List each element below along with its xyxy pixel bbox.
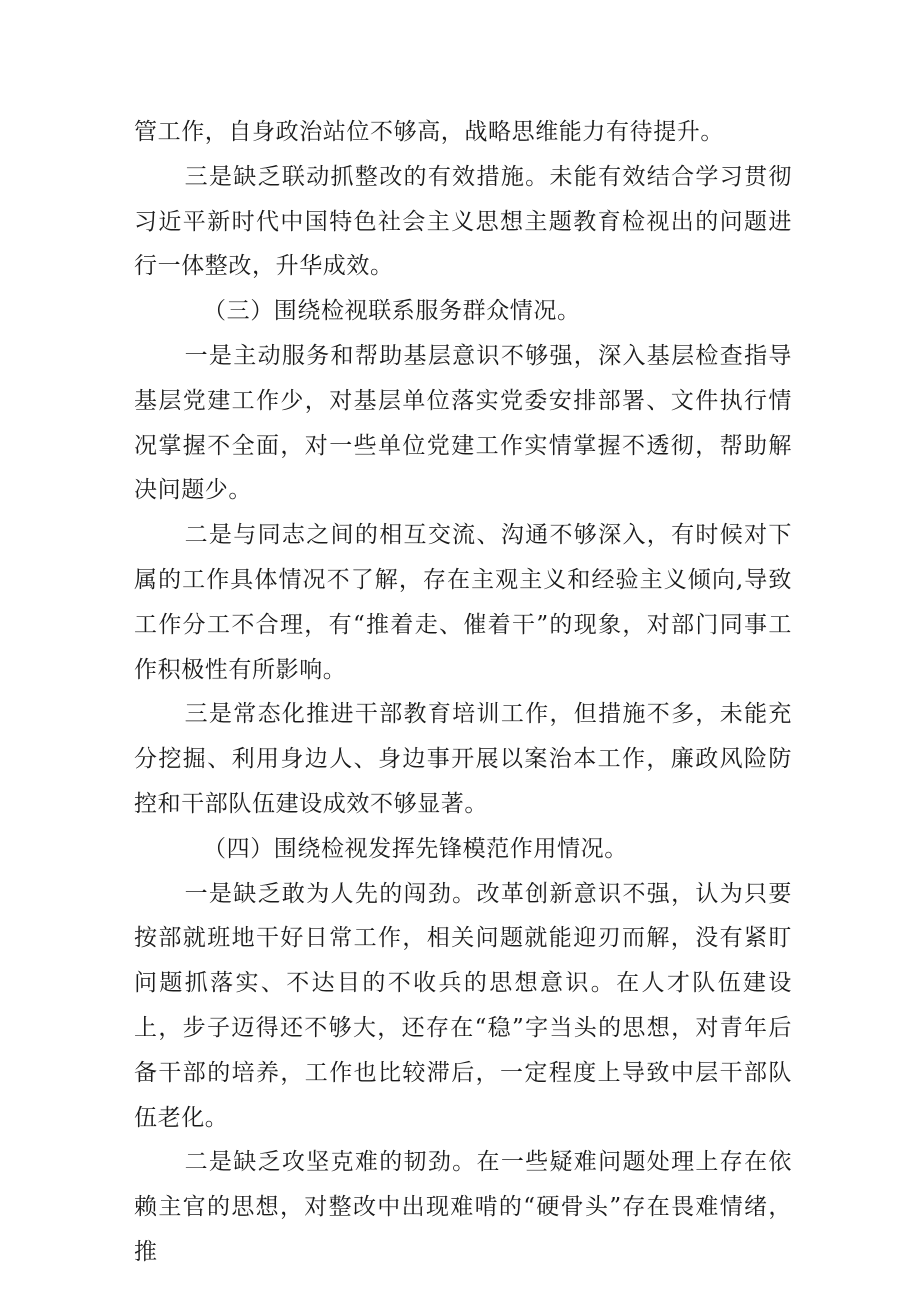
section-heading: （三）围绕检视联系服务群众情况。 — [203, 298, 581, 325]
paragraph-body: 三是缺乏联动抓整改的有效措施。未能有效结合学习贯彻习近平新时代中国特色社会主义思想主题教育检视出的问题进行一体整改，升华成效。 — [134, 163, 792, 280]
paragraph-body: 一是主动服务和帮助基层意识不够强，深入基层检查指导基层党建工作少，对基层单位落实党委安排部署、文件执行情况掌握不全面，对一些单位党建工作实情掌握不透彻，帮助解决问题少。 — [134, 342, 792, 504]
document-body — [134, 110, 792, 1275]
paragraph-body: 二是缺乏攻坚克难的韧劲。在一些疑难问题处理上存在依赖主官的思想，对整改中出现难啃的“硬骨头”存在畏难情绪，推 — [134, 1149, 792, 1265]
section-heading: （四）围绕检视发挥先锋模范作用情况。 — [203, 835, 628, 862]
paragraph-body: 一是缺乏敢为人先的闯劲。改革创新意识不强，认为只要按部就班地干好日常工作，相关问题就能迎刃而解，没有紧盯问题抓落实、不达目的不收兵的思想意识。在人才队伍建设上，步子迈得还不够大，还存在“稳”字当头的思想，对青年后备干部的培养，工作也比较滞后，一定程度上导致中层干部队伍老化。 — [134, 880, 792, 1131]
paragraph-continuation: 管工作，自身政治站位不够高，战略思维能力有待提升。 — [134, 119, 724, 145]
paragraph-body: 三是常态化推进干部教育培训工作，但措施不多，未能充分挖掘、利用身边人、身边事开展以案治本工作，廉政风险防控和干部队伍建设成效不够显著。 — [134, 701, 792, 817]
paragraph-body: 二是与同志之间的相互交流、沟通不够深入，有时候对下属的工作具体情况不了解，存在主观主义和经验主义倾向,导致工作分工不合理，有“推着走、催着干”的现象，对部门同事工作积极性有所影响。 — [134, 522, 792, 683]
